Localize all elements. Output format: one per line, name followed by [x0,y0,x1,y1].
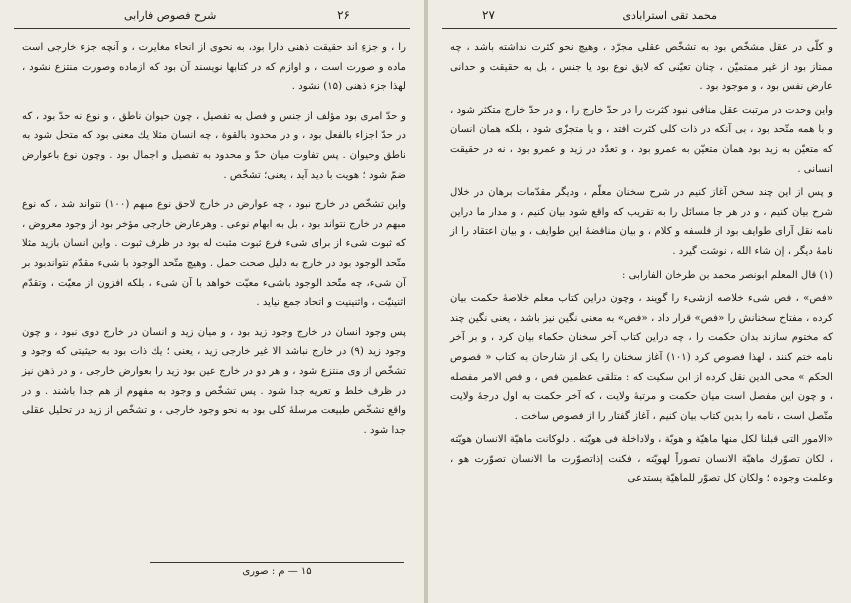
paragraph: و پس از این چند سخن آغاز کنیم در شرح سخنان معلّم ، ودیگر مقدّمات برهان در خلال شرح بیان کنیم ، و در هر جا مسائل را به تقریب که واقع شود بیان کنیم ، و مدار ما دراین نامه نقل آرای طوایف بود از فلسفه و کلام ، و بیان مناقضهٔ این طوایف ، و بیان اعتقاد را از نامهٔ دیگر ، إن شاء الله ، نوشت گیرد . [450,187,833,257]
paragraph: و حدّ امری بود مؤلف از جنس و فصل به تفصیل ، چون حیوان ناطق ، و نوع نه حدّ بود ، که در حدّ اجزاء بالفعل بود ، و در محدود بالقوة ، چه انسان مثلا یك معنی بود که متحل شود به ناطق وحیوان . پس تفاوت میان حدّ و محدود به تفصیل و اجمال بود . وچون نوع باعوارض ضمّ شود ؛ هویت با دید آید ، یعنی؛ تشخّص . [22,110,406,181]
footnote: ۱۵ — م : صوری [242,566,312,577]
right-page [428,0,851,603]
paragraph: واین تشخّص در خارج نبود ، چه عوارض در خارج لاحق نوع مبهم (۱۰۰) نتواند شد ، که نوع مبهم در خارج نتواند بود ، بل به ابهام نوعی . وهرعارض خارجی مؤخر بود از وجود معروض ، که ثبوت شیء از برای شیء فرع ثبوت مثبت له بود در ظرف ثبوت . واین انسان بازید مثلا متّحد الوجود بود در خارج به دلیل صحت حمل . وهیچ متّحد الوجود با شیء مقدّم نتواندبود بر آن شیء، چه متّحد الوجود باشیء معیّت خواهد با آن شیء ، بلکه افزون از معیّت ، وتقدّم اثنینیّت ، واثنینیت و اتحاد جمع نیاید . [22,199,406,309]
paragraph: «فص» ، فص شیء خلاصه ازشیء را گویند ، وچون دراین کتاب معلم خلاصهٔ حکمت بیان کرده ، مفتاح سخنانش را «فص» قرار داد ، «فص» به معنی نگین نیز باشد ، یعنی نگین چند که مختوم سازند بدان حکمت را ، چه دراین کتاب آخر سخنان حکماء بیان کرد ، و بر آخر نامه ختم کنند ، لهذا فصوص کرد (۱۰۱) آغاز سخنان را یکی از شارحان به کتاب « فصوص الحکم » محی الدین نقل کرده از ابن سکیت که : متلقی عظمین فص ، و فص الامر مفصله ، و چون این مفصل است میان حکمت و مرتبهٔ ولایت ، که آخر حکمت به اول درجهٔ ولایت متّصل است ، نامه را بدین کتاب بیان کنیم ، آغاز گفتار را از فصوص ساخت . [450,293,834,422]
left-page-title: شرح فصوص فارابی [124,9,217,22]
left-page [0,0,424,603]
left-page-number: ۲۶ [337,8,350,22]
paragraph: واین وحدت در مرتبت عقل منافی نبود کثرت را در حدّ خارج را ، و در حدّ خارج متکثر شود ، و با همه متّحد بود ، بی آنکه در ذات کلی کثرت افتد ، و یا متجزّی شود ، بلکه همان انسان که متعیّن به زید بود همان متعیّن به عمرو بود ، و تعدّد در زید و عمرو بود ، نه در حقیقت انسانی . [450,104,833,175]
paragraph: پس وجود انسان در خارج وجود زید بود ، و میان زید و انسان در خارج دوی نبود ، و چون وجود زید (۹) در خارج نباشد الا غیر خارجی زید ، یعنی ؛ یك ذات بود به حیثیتی که وجود و تشخّص از وی منتزع شود ، و هر دو در خارج عین بود زید را بعوارض خارجی ، و در ذهن نیز در ظرف خلط و تعریه جدا شود . پس تشخّص و وجود به مفهوم از هم جدا باشند . و در واقع تشخّص طبیعت مرسلهٔ کلی بود به نحو وجود خارجی ، و تشخّص از زید در تحلیل عقلی جدا شود . [22,326,406,436]
right-page-title: محمد تقی استرابادی [622,9,717,22]
left-page-body [22,38,406,444]
paragraph: را ، و جزءِ اند حقیقت ذهنی دارا بود، به نحوی از انحاء مغایرت ، و آنچه جزء خارجی است ماده و صورت است ، و اوازم که در کتابها نویسند آن بود که ازماده وصورت منتزع نشود ، لهذا جزء ذهنی (۱۵) نشود . [22,42,406,93]
right-page-body [450,38,833,493]
section-heading: (۱) قال المعلم ابونصر محمد بن طرخان الفارابی : [621,269,833,281]
left-page-header [14,6,410,29]
footnote-rule [150,562,404,563]
right-page-number: ۲۷ [482,8,495,22]
paragraph: و کلّی در عقل مشخّص بود به تشخّص عقلی مجرّد ، وهیچ نحو کثرت نداشته باشد ، چه ممتاز بود از غیر ممتمیّن ، چنان تعیّنی که لایق نوع بود یا جنس ، بل به حقیقت و حدانی عارض نفس بود ، و موجود بود . [450,42,833,93]
paragraph: «الامور التی قبلنا لکل منها ماهیّة و هویّة ، ولاداخلة فی هویّته . دلوکانت ماهیّة الانسان هویّته ، لکان تصوّرك ماهیّة الانسان تصوراً لهویّته ، فکنت إذاتصوّرت ما الانسان تصوّرت هو ، وعلمت وجوده ؛ ولکان کل تصوّر للماهیّة یستدعی [450,434,833,485]
right-page-header [442,6,837,29]
